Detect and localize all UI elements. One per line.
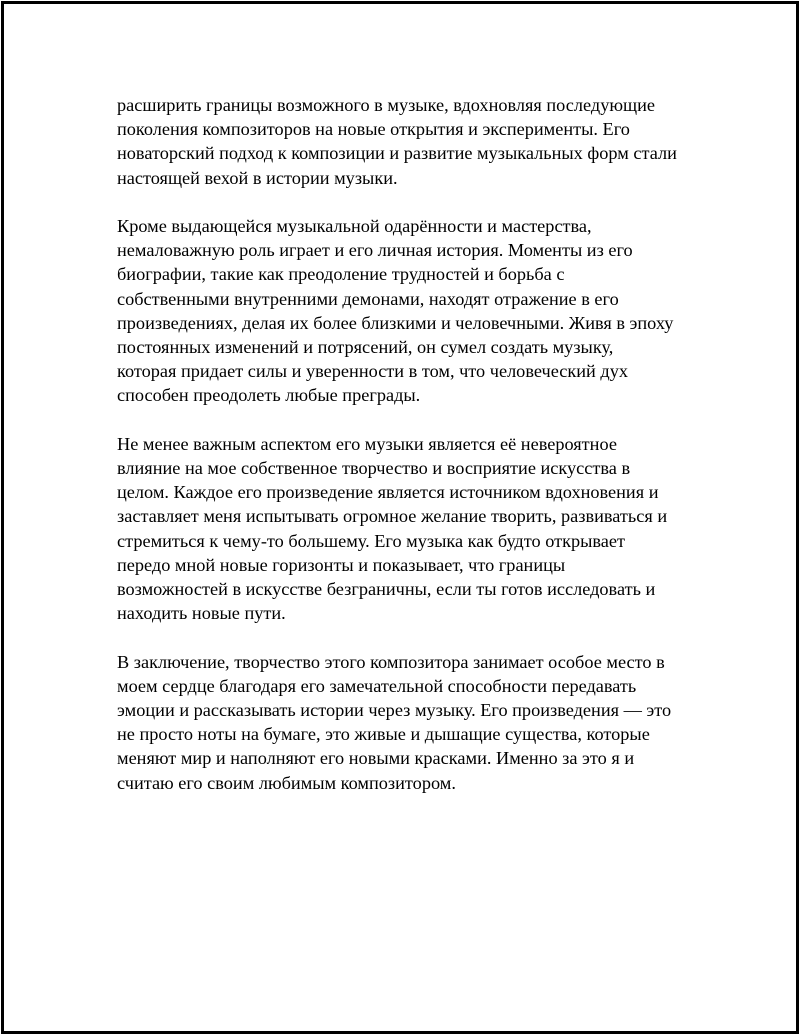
text-line: которая придает силы и уверенности в том, что человеческий дух xyxy=(117,361,628,382)
text-line: немаловажную роль играет и его личная история. Моменты из его xyxy=(117,240,633,261)
text-line: моем сердце благодаря его замечательной способности передавать xyxy=(117,675,637,696)
text-line: собственными внутренними демонами, находят отражение в его xyxy=(117,288,619,309)
text-line: считаю его своим любимым композитором. xyxy=(117,772,456,793)
text-line: настоящей вехой в истории музыки. xyxy=(117,167,398,188)
paragraph-3 xyxy=(117,432,677,626)
text-line: поколения композиторов на новые открытия и эксперименты. Его xyxy=(117,119,630,140)
text-line: влияние на мое собственное творчество и восприятие искусства в xyxy=(117,458,631,479)
paragraph-4 xyxy=(117,650,677,795)
text-line: постоянных изменений и потрясений, он сумел создать музыку, xyxy=(117,337,614,358)
text-line: заставляет меня испытывать огромное желание творить, развиваться и xyxy=(117,506,668,527)
text-line: находить новые пути. xyxy=(117,603,286,624)
text-line: не просто ноты на бумаге, это живые и дышащие существа, которые xyxy=(117,724,650,745)
document-body xyxy=(117,93,677,795)
text-line: передо мной новые горизонты и показывает, что границы xyxy=(117,554,566,575)
text-line: стремиться к чему-то большему. Его музыка как будто открывает xyxy=(117,530,625,551)
paragraph-2 xyxy=(117,214,677,408)
text-line: эмоции и рассказывать истории через музыку. Его произведения — это xyxy=(117,700,672,721)
text-line: целом. Каждое его произведение является источником вдохновения и xyxy=(117,482,659,503)
text-line: возможностей в искусстве безграничны, если ты готов исследовать и xyxy=(117,579,656,600)
text-line: Кроме выдающейся музыкальной одарённости и мастерства, xyxy=(117,216,592,236)
text-line: способен преодолеть любые преграды. xyxy=(117,385,421,406)
text-line: В заключение, творчество этого композитора занимает особое место в xyxy=(117,651,665,672)
text-line: биографии, такие как преодоление трудностей и борьба с xyxy=(117,264,565,285)
text-line: новаторский подход к композиции и развитие музыкальных форм стали xyxy=(117,143,677,164)
text-line: меняют мир и наполняют его новыми красками. Именно за это я и xyxy=(117,748,635,769)
paragraph-1 xyxy=(117,93,677,190)
text-line: расширить границы возможного в музыке, вдохновляя последующие xyxy=(117,95,655,115)
text-line: Не менее важным аспектом его музыки является её невероятное xyxy=(117,433,617,454)
text-line: произведениях, делая их более близкими и человечными. Живя в эпоху xyxy=(117,312,674,333)
